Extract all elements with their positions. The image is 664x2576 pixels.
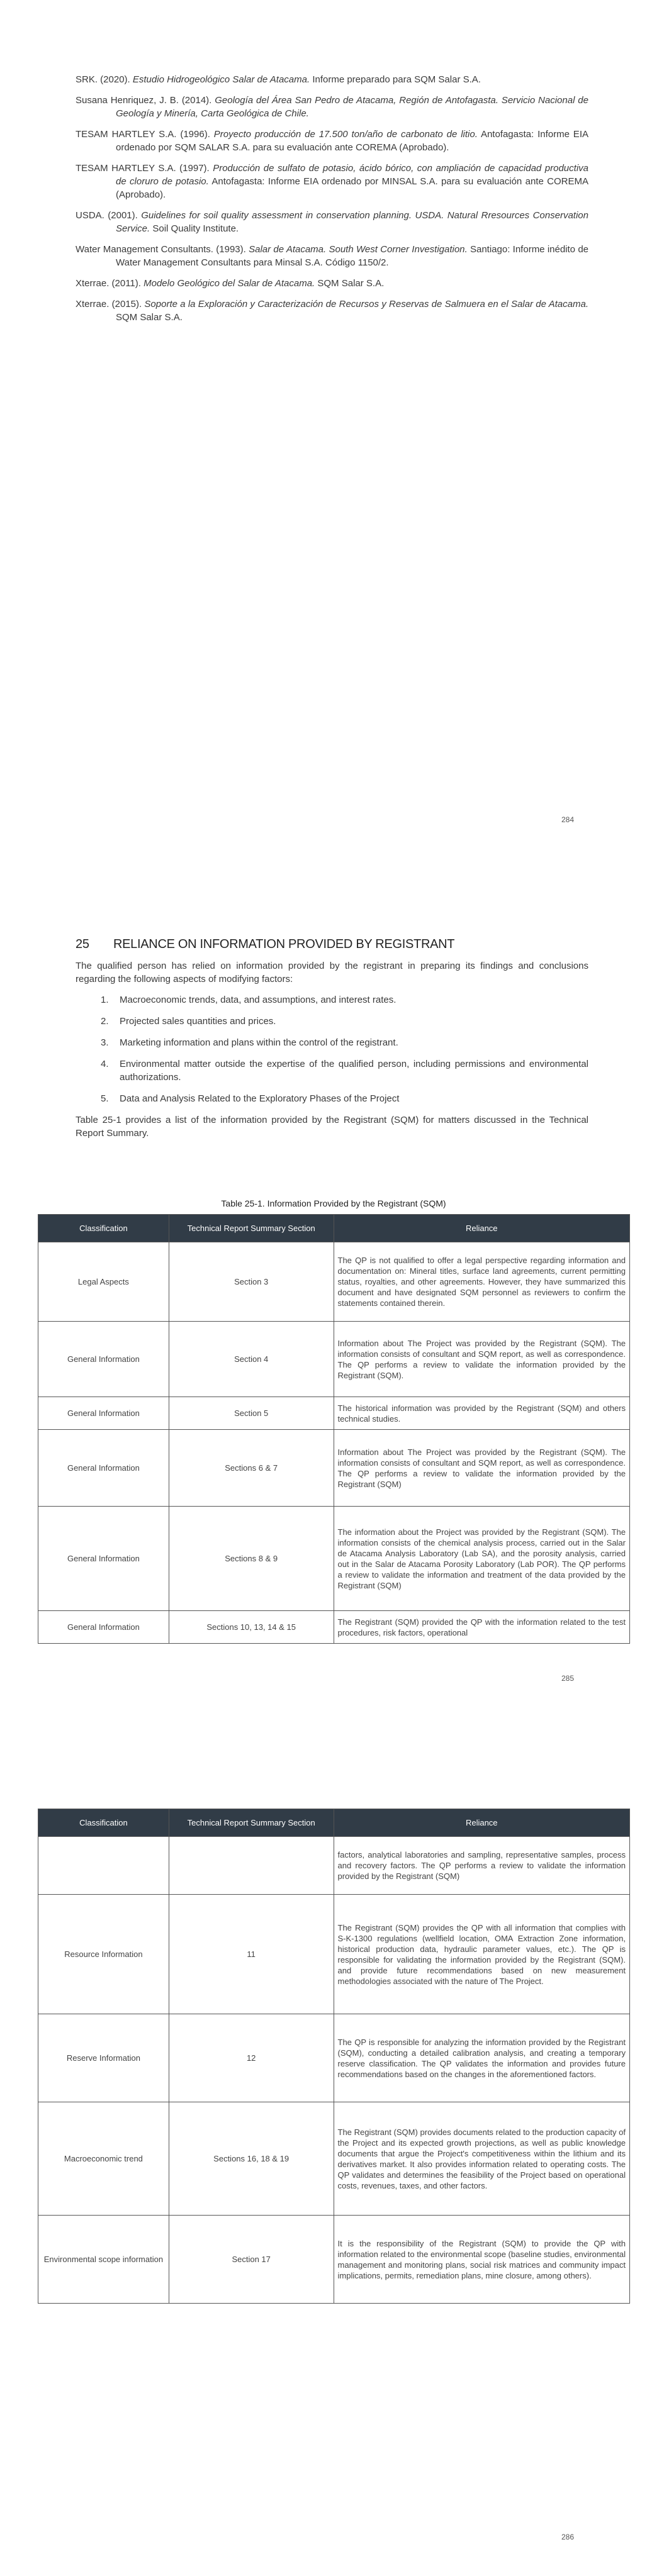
cell-reliance: The Registrant (SQM) provides documents related to the production capacity of the Project and its expected growth projections, as well as public knowledge documents that argue the Project's competitiveness within the lithium and its derivatives market. It also provides information related to operating costs. The QP validates and determines the feasibility of the Project based on operational costs, revenues, taxes, and other factors.	[334, 2102, 629, 2216]
cell-reliance: Information about The Project was provided by the Registrant (SQM). The information consists of consultant and SQM report, as well as correspondence. The QP performs a review to validate the information provided by the Registrant (SQM)	[334, 1430, 629, 1507]
cell-reliance: The Registrant (SQM) provides the QP with all information that complies with S-K-1300 regulations (wellfield location, OMA Extraction Zone information, historical production data, hydraulic parameter values, etc.). The QP is responsible for validating the information provided by the Registrant (SQM). and provide future recommendations based on new measurement methodologies associated with the nature of The Project.	[334, 1895, 629, 2014]
ref-title: Estudio Hidrogeológico Salar de Atacama.	[132, 74, 310, 85]
list-item	[76, 1092, 588, 1105]
cell-section: 11	[169, 1895, 334, 2014]
ref-authors: TESAM HARTLEY S.A. (1997).	[76, 163, 213, 174]
cell-reliance: The Registrant (SQM) provided the QP with the information related to the test procedures, risk factors, operational	[334, 1611, 629, 1644]
section-number: 25	[76, 937, 89, 951]
list-number: 5.	[101, 1093, 109, 1104]
cell-section	[169, 1837, 334, 1895]
ref-title: Geología del Área San Pedro de Atacama, Región de Antofagasta. Servicio Nacional de Geología y Minería, Carta Geológica de Chile.	[116, 95, 588, 119]
cell-section: Sections 8 & 9	[169, 1507, 334, 1611]
cell-section: Sections 10, 13, 14 & 15	[169, 1611, 334, 1644]
list-number: 1.	[101, 995, 109, 1005]
cell-reliance: The information about the Project was provided by the Registrant (SQM). The information consists of the chemical analysis process, carried out in the Salar de Atacama Analysis Laboratory (Lab SA), and the porosity analysis, carried out in the Salar de Atacama Porosity Laboratory (Lab POR). The QP performs a review to validate the information and treatment of the data provided by the Registrant (SQM)	[334, 1507, 629, 1611]
ref-source: Informe preparado para SQM Salar S.A.	[310, 74, 481, 85]
ref-title: Producción de sulfato de potasio, ácido bórico, con ampliación de capacidad productiva de cloruro de potasio.	[116, 163, 588, 187]
reference-item	[76, 298, 588, 324]
cell-section: Section 17	[169, 2216, 334, 2304]
cell-classification: Legal Aspects	[38, 1242, 169, 1322]
list-text: Macroeconomic trends, data, and assumptions, and interest rates.	[120, 995, 397, 1005]
cell-classification: General Information	[38, 1322, 169, 1397]
ref-title: Modelo Geológico del Salar de Atacama.	[143, 278, 315, 289]
list-text: Data and Analysis Related to the Exploratory Phases of the Project	[120, 1093, 400, 1104]
list-item	[76, 1036, 588, 1049]
ref-source: Santiago: Informe inédito de Water Management Consultants para Minsal S.A. Código 1150/2.	[116, 244, 588, 268]
list-number: 3.	[101, 1037, 109, 1048]
table-row	[38, 1322, 630, 1397]
table-row	[38, 1507, 630, 1611]
cell-section: Section 4	[169, 1322, 334, 1397]
table-row	[38, 1895, 630, 2014]
section-title: RELIANCE ON INFORMATION PROVIDED BY REGISTRANT	[113, 937, 455, 951]
cell-section: 12	[169, 2014, 334, 2102]
list-number: 2.	[101, 1016, 109, 1027]
list-item	[76, 993, 588, 1006]
ref-authors: Susana Henriquez, J. B. (2014).	[76, 95, 215, 106]
table-row	[38, 2216, 630, 2304]
references-list	[76, 73, 588, 332]
header-classification: Classification	[38, 1809, 169, 1837]
table-row	[38, 2102, 630, 2216]
header-classification: Classification	[38, 1215, 169, 1242]
section-heading	[76, 937, 454, 952]
page-number: 285	[561, 1674, 575, 1683]
page-286	[0, 1717, 664, 2576]
header-section: Technical Report Summary Section	[169, 1809, 334, 1837]
page-number: 286	[561, 2533, 575, 2541]
cell-reliance: The historical information was provided by the Registrant (SQM) and others technical studies.	[334, 1397, 629, 1430]
page-number: 284	[561, 815, 575, 824]
ref-source: Antofagasta: Informe EIA ordenado por MINSAL S.A. para su evaluación ante COREMA (Aprobado).	[116, 176, 588, 200]
page-284	[0, 0, 664, 859]
ref-authors: SRK. (2020).	[76, 74, 133, 85]
ref-authors: TESAM HARTLEY S.A. (1996).	[76, 129, 214, 140]
cell-classification: General Information	[38, 1397, 169, 1430]
table-row	[38, 1242, 630, 1322]
reference-item	[76, 94, 588, 120]
cell-reliance: The QP is responsible for analyzing the information provided by the Registrant (SQM), conducting a detailed calibration analysis, and creating a temporary reserve classification. The QP validates the information and provides future recommendations based on the changes in the aforementioned factors.	[334, 2014, 629, 2102]
header-reliance: Reliance	[334, 1809, 629, 1837]
ref-source: Soil Quality Institute.	[150, 223, 239, 234]
list-item	[76, 1057, 588, 1084]
factors-list	[76, 993, 588, 1105]
ref-authors: USDA. (2001).	[76, 210, 142, 221]
intro-paragraph: The qualified person has relied on information provided by the registrant in preparing its findings and conclusions regarding the following aspects of modifying factors:	[76, 961, 588, 984]
page-285	[0, 859, 664, 1717]
table-row	[38, 1837, 630, 1895]
cell-classification: Reserve Information	[38, 2014, 169, 2102]
ref-title: Salar de Atacama. South West Corner Investigation.	[249, 244, 468, 255]
reference-item	[76, 128, 588, 154]
cell-reliance: It is the responsibility of the Registrant (SQM) to provide the QP with information related to the environmental scope (baseline studies, environmental management and monitoring plans, social risk matrices and community impact implications, permits, remediation plans, mine closure, among others).	[334, 2216, 629, 2304]
table-header-row	[38, 1809, 630, 1837]
ref-authors: Xterrae. (2015).	[76, 299, 145, 309]
ref-title: Guidelines for soil quality assessment in conservation planning. USDA. Natural Rresources Conservation Service.	[116, 210, 588, 234]
cell-classification: Environmental scope information	[38, 2216, 169, 2304]
ref-authors: Water Management Consultants. (1993).	[76, 244, 249, 255]
list-text: Marketing information and plans within the control of the registrant.	[120, 1037, 398, 1048]
cell-classification: Resource Information	[38, 1895, 169, 2014]
outro-paragraph: Table 25-1 provides a list of the information provided by the Registrant (SQM) for matters discussed in the Technical Report Summary.	[76, 1115, 588, 1139]
table-row	[38, 1430, 630, 1507]
table-row	[38, 1611, 630, 1644]
table-header-row	[38, 1215, 630, 1242]
table-row	[38, 1397, 630, 1430]
section-body	[76, 959, 588, 1147]
list-text: Projected sales quantities and prices.	[120, 1016, 276, 1027]
ref-source: Antofagasta: Informe EIA ordenado por SQM SALAR S.A. para su evaluación ante COREMA (Aprobado).	[116, 129, 588, 153]
reference-item	[76, 209, 588, 235]
header-section: Technical Report Summary Section	[169, 1215, 334, 1242]
cell-classification: General Information	[38, 1507, 169, 1611]
header-reliance: Reliance	[334, 1215, 629, 1242]
cell-classification: General Information	[38, 1430, 169, 1507]
ref-authors: Xterrae. (2011).	[76, 278, 144, 289]
cell-reliance: factors, analytical laboratories and sampling, representative samples, process and recovery factors. The QP performs a review to validate the information provided by the Registrant (SQM)	[334, 1837, 629, 1895]
list-item	[76, 1015, 588, 1028]
cell-reliance: The QP is not qualified to offer a legal perspective regarding information and documentation on: Mineral titles, surface land agreements, current permitting status, royalties, and other agreements. However, they have summarized this document and have designated SQM personnel as reviewers to confirm the statements contained therein.	[334, 1242, 629, 1322]
list-text: Environmental matter outside the expertise of the qualified person, including permissions and environmental authorizations.	[120, 1059, 588, 1083]
cell-reliance: Information about The Project was provided by the Registrant (SQM). The information consists of consultant and SQM report, as well as correspondence. The QP performs a review to validate the information provided by the Registrant (SQM).	[334, 1322, 629, 1397]
cell-classification: General Information	[38, 1611, 169, 1644]
cell-section: Sections 6 & 7	[169, 1430, 334, 1507]
cell-section: Section 3	[169, 1242, 334, 1322]
ref-source: SQM Salar S.A.	[116, 312, 183, 323]
reference-item	[76, 73, 588, 86]
table-row	[38, 2014, 630, 2102]
cell-section: Sections 16, 18 & 19	[169, 2102, 334, 2216]
ref-title: Proyecto producción de 17.500 ton/año de carbonato de litio.	[213, 129, 478, 140]
reference-item	[76, 277, 588, 290]
reference-item	[76, 243, 588, 269]
ref-title: Soporte a la Exploración y Caracterización de Recursos y Reservas de Salmuera en el Salar de Atacama.	[144, 299, 588, 309]
ref-source: SQM Salar S.A.	[315, 278, 385, 289]
reliance-table	[38, 1214, 630, 1644]
list-number: 4.	[101, 1059, 109, 1069]
cell-classification: Macroeconomic trend	[38, 2102, 169, 2216]
cell-section: Section 5	[169, 1397, 334, 1430]
table-caption: Table 25-1. Information Provided by the Registrant (SQM)	[221, 1198, 446, 1208]
reference-item	[76, 162, 588, 201]
reliance-table-continued	[38, 1809, 630, 2304]
cell-classification	[38, 1837, 169, 1895]
